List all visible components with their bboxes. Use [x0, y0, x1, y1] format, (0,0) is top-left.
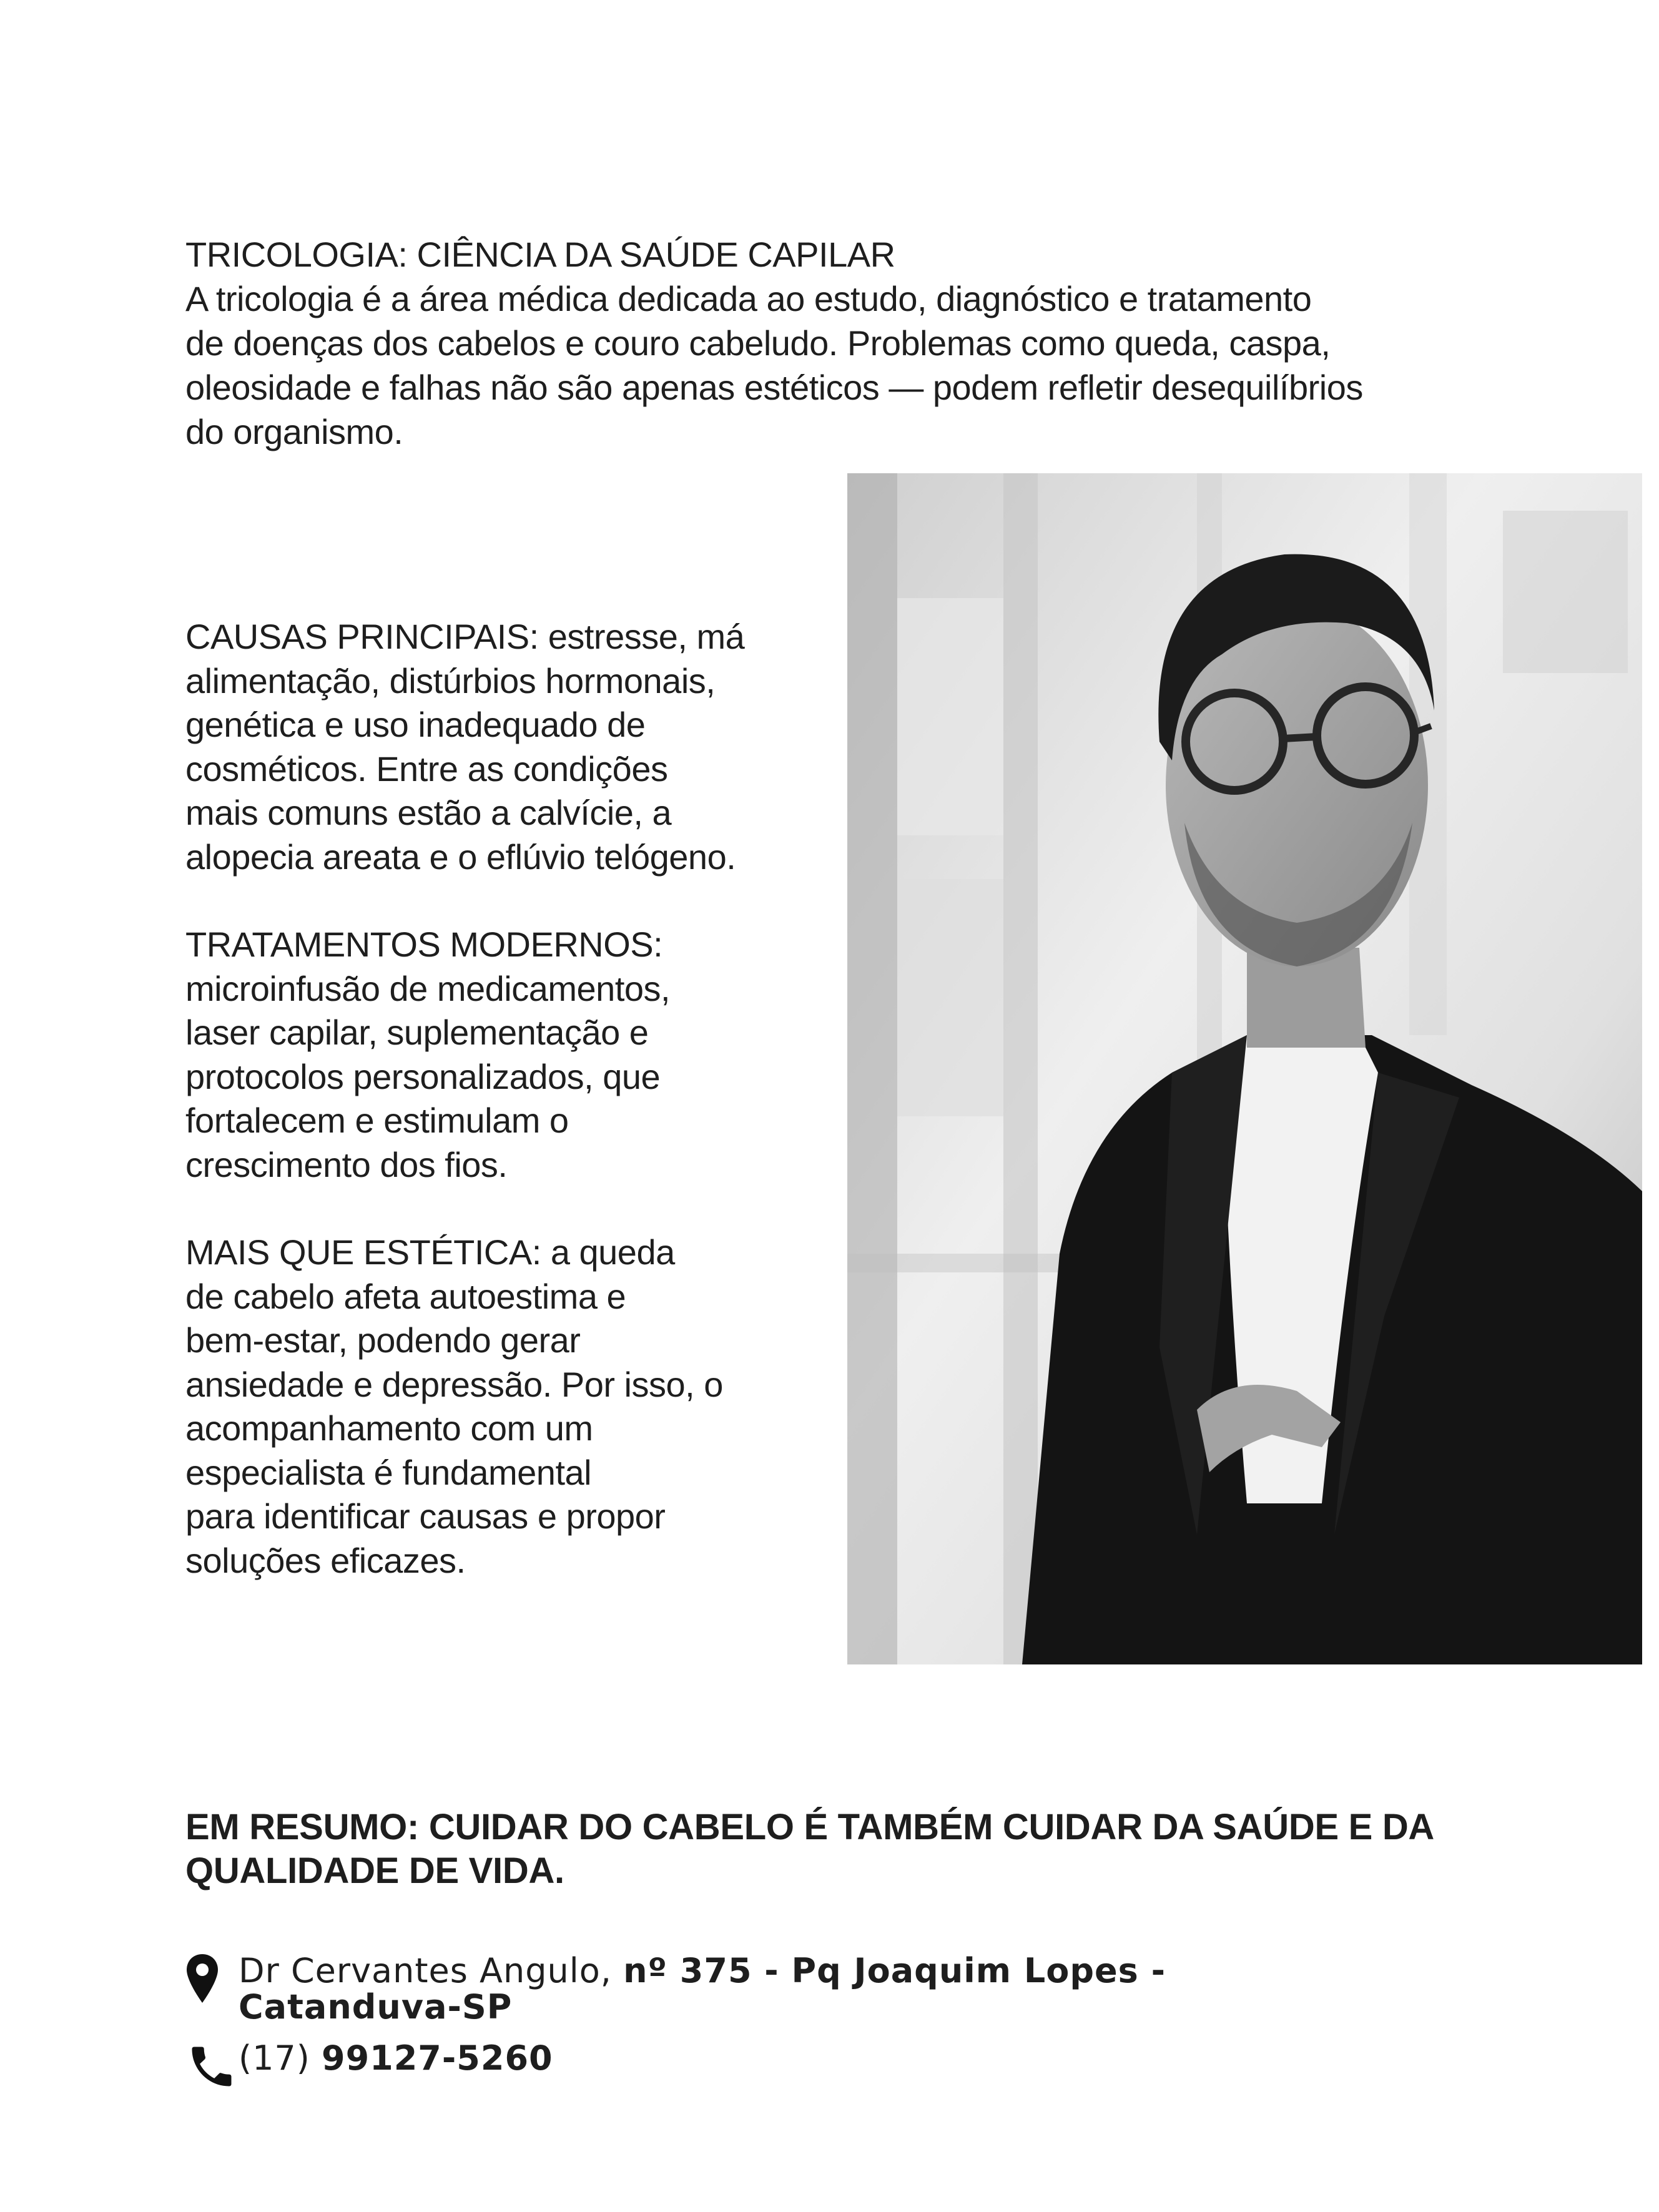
address-row	[185, 1953, 1166, 2025]
intro-heading: TRICOLOGIA: CIÊNCIA DA SAÚDE CAPILAR	[185, 235, 895, 274]
address-text	[239, 1953, 1166, 2025]
phone-text	[239, 2040, 553, 2077]
address-city: Catanduva-SP	[239, 1987, 513, 2027]
portrait-illustration	[847, 473, 1642, 1664]
intro-section	[185, 232, 1597, 454]
body-column	[185, 615, 841, 1583]
doctor-portrait-photo	[847, 473, 1642, 1664]
intro-line: de doenças dos cabelos e couro cabeludo. Problemas como queda, caspa,	[185, 323, 1331, 363]
causas-paragraph: CAUSAS PRINCIPAIS: estresse, má alimentação, distúrbios hormonais, genética e uso inadequado de cosméticos. Entre as condições mais comuns estão a calvície, a alopecia areata e o eflúvio telógeno.	[185, 617, 745, 877]
phone-number: 99127-5260	[322, 2038, 553, 2078]
intro-line: A tricologia é a área médica dedicada ao estudo, diagnóstico e tratamento	[185, 279, 1312, 318]
phone-prefix: (17)	[239, 2038, 322, 2078]
phone-icon	[185, 2040, 239, 2093]
summary-statement: EM RESUMO: CUIDAR DO CABELO É TAMBÉM CUIDAR DA SAÚDE E DA QUALIDADE DE VIDA.	[185, 1807, 1433, 1891]
intro-line: do organismo.	[185, 412, 403, 451]
mais-que-estetica-paragraph: MAIS QUE ESTÉTICA: a queda de cabelo afeta autoestima e bem-estar, podendo gerar ansiedade e depressão. Por isso, o acompanhamento com um especialista é fundamental para identificar causas e propor soluções eficazes.	[185, 1232, 723, 1580]
phone-row	[185, 2040, 553, 2093]
address-street: Dr Cervantes Angulo,	[239, 1951, 624, 1990]
intro-line: oleosidade e falhas não são apenas estéticos — podem refletir desequilíbrios	[185, 368, 1363, 407]
map-pin-icon	[185, 1953, 239, 2004]
address-number: nº 375 - Pq Joaquim Lopes -	[623, 1951, 1166, 1990]
tratamentos-paragraph: TRATAMENTOS MODERNOS: microinfusão de medicamentos, laser capilar, suplementação e protocolos personalizados, que fortalecem e estimulam o crescimento dos fios.	[185, 925, 671, 1184]
